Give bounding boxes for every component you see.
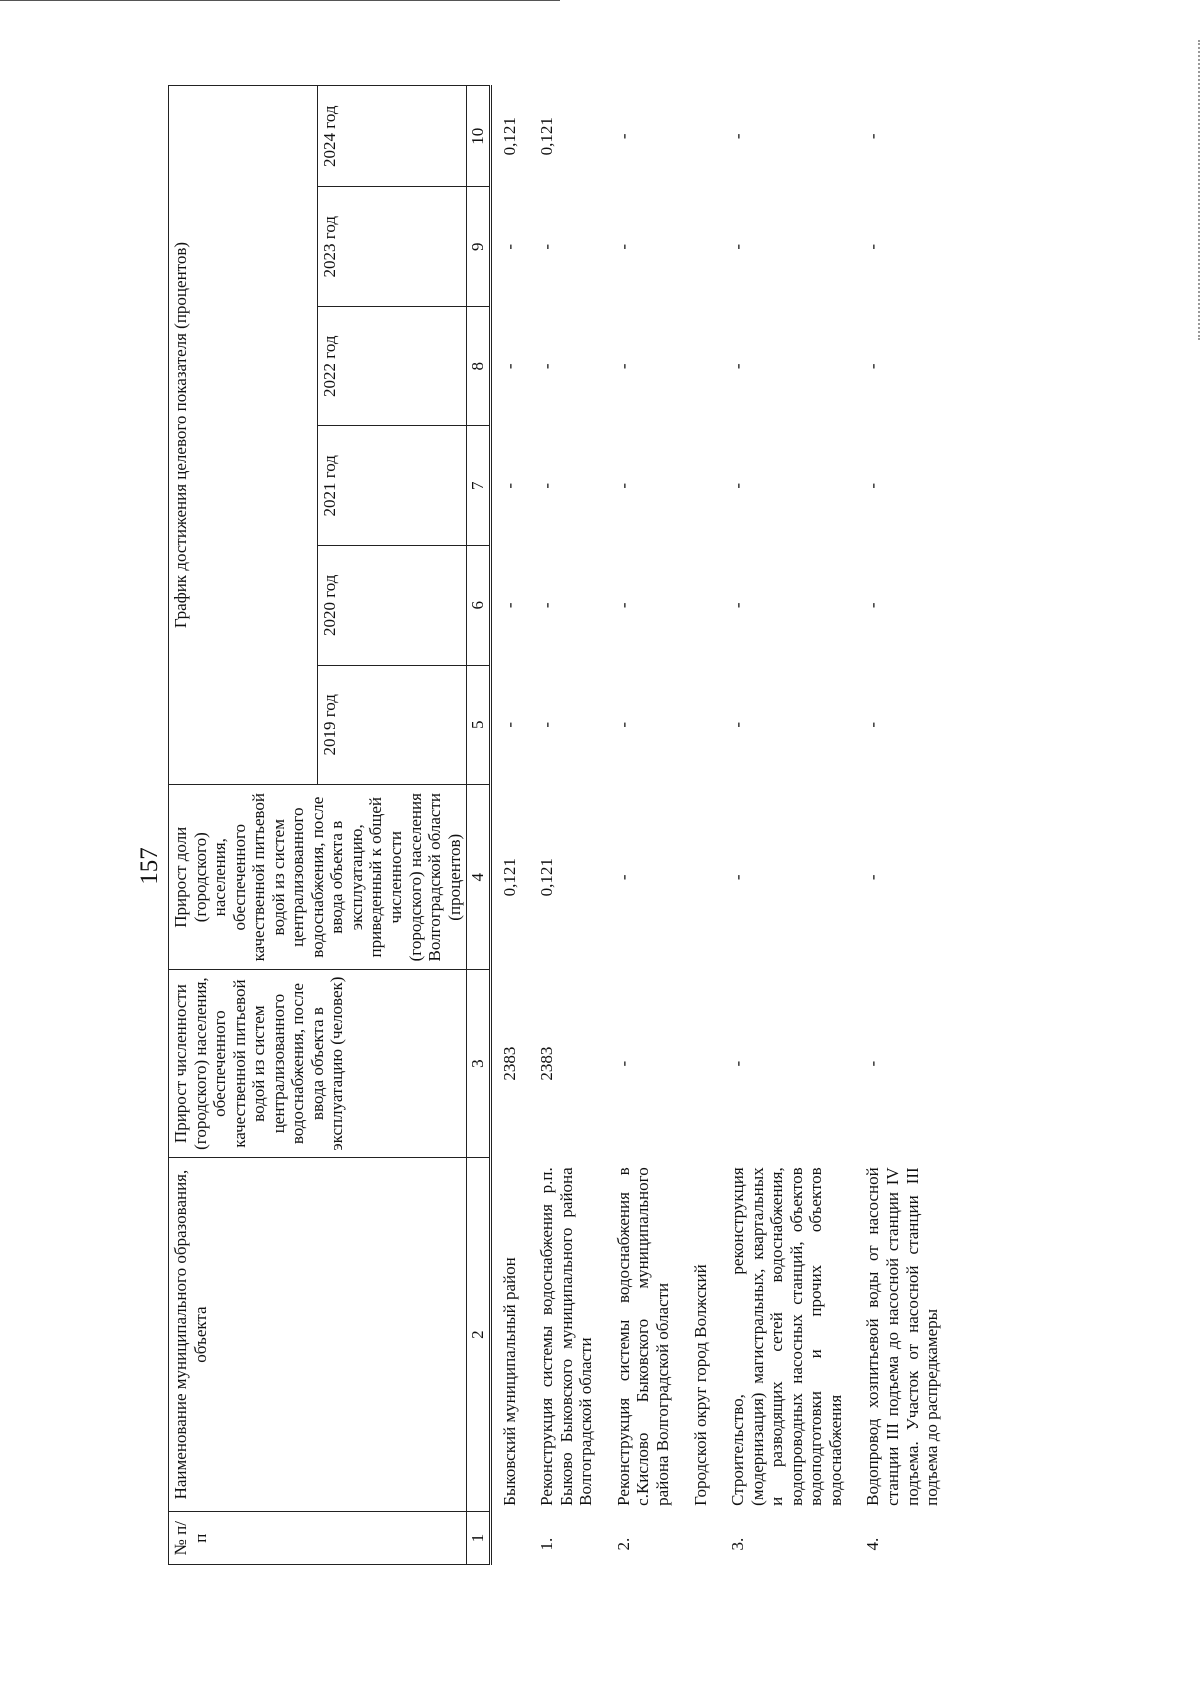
row-share: -: [728, 874, 748, 881]
row-number: [490, 1512, 521, 1565]
row-y2021: -: [613, 482, 633, 489]
row-share: [675, 785, 713, 970]
row-y2024: -: [613, 133, 633, 140]
row-y2020: -: [537, 602, 557, 609]
row-y2021: -: [499, 482, 519, 489]
row-y2023: -: [613, 243, 633, 250]
column-number: 6: [467, 546, 491, 666]
column-number: 3: [467, 970, 491, 1157]
header-population: Прирост численности (городского) населения, обеспеченного качественной питьевой водой из систем централизованного водоснабжения, после ввода объекта в эксплуатацию (человек): [169, 970, 467, 1157]
column-number: 1: [467, 1512, 491, 1565]
row-y2020: -: [863, 602, 883, 609]
row-y2024: 0,121: [537, 117, 557, 156]
table-row: [521, 86, 598, 1565]
header-share: Прирост доли (городского) населения, обеспеченного качественной питьевой водой из систем централизованного водоснабжения, после ввода объекта в эксплуатацию, приведенный к общей численности (городского) населения Волгоградской области (процентов): [169, 785, 467, 970]
row-y2022: -: [537, 363, 557, 370]
row-y2020: -: [728, 602, 748, 609]
row-y2022: -: [728, 363, 748, 370]
row-population: -: [728, 1060, 748, 1067]
row-y2023: -: [728, 243, 748, 250]
row-y2021: -: [728, 482, 748, 489]
header-year: 2020 год: [318, 546, 467, 666]
header-num: № п/п: [169, 1512, 467, 1565]
header-year: 2024 год: [318, 86, 467, 187]
row-y2024: [675, 86, 713, 187]
row-y2020: [675, 546, 713, 666]
row-population: 2383: [499, 1046, 519, 1081]
table-row: [712, 86, 847, 1565]
table-row: [490, 86, 521, 1565]
row-number: 3.: [728, 1537, 748, 1551]
row-y2022: -: [499, 363, 519, 370]
header-year: 2023 год: [318, 187, 467, 307]
row-y2022: -: [863, 363, 883, 370]
row-y2021: -: [537, 482, 557, 489]
row-population: [675, 970, 713, 1157]
target-indicator-table: [168, 85, 944, 1565]
row-number: 2.: [613, 1537, 633, 1551]
row-number: 1.: [537, 1537, 557, 1551]
header-schedule: График достижения целевого показателя (процентов): [169, 86, 318, 785]
row-population: -: [613, 1060, 633, 1067]
row-share: 0,121: [537, 858, 557, 897]
scan-top-line: [0, 0, 560, 1]
column-number-row: [467, 86, 491, 1565]
row-y2019: -: [499, 721, 519, 728]
row-y2023: [675, 187, 713, 307]
header-year: 2019 год: [318, 665, 467, 785]
row-share: -: [613, 874, 633, 881]
row-share: -: [863, 874, 883, 881]
row-y2022: -: [613, 363, 633, 370]
header-year: 2022 год: [318, 306, 467, 426]
row-y2024: -: [863, 133, 883, 140]
row-name: Быковский муниципальный район: [499, 1257, 519, 1506]
table-row: [675, 86, 713, 1565]
column-number: 7: [467, 426, 491, 546]
column-number: 4: [467, 785, 491, 970]
row-y2021: [675, 426, 713, 546]
column-number: 8: [467, 306, 491, 426]
row-y2023: -: [499, 243, 519, 250]
row-name: Строительство, реконструкция (модернизация) магистральных, квартальных и разводящих сетей водоснабжения, водопроводных насосных станций, объектов водоподготовки и прочих объектов водоснабжения: [728, 1167, 845, 1506]
row-y2024: -: [728, 133, 748, 140]
row-population: -: [863, 1060, 883, 1067]
column-number: 5: [467, 665, 491, 785]
column-number: 9: [467, 187, 491, 307]
row-number: 4.: [863, 1537, 883, 1551]
table-row: [598, 86, 675, 1565]
header-year: 2021 год: [318, 426, 467, 546]
row-y2019: -: [863, 721, 883, 728]
row-y2023: -: [537, 243, 557, 250]
row-name: Реконструкция системы водоснабжения р.п. Быково Быковского муниципального района Волгоградской области: [537, 1167, 596, 1506]
row-y2024: 0,121: [499, 117, 519, 156]
row-y2019: -: [537, 721, 557, 728]
table-row: [847, 86, 943, 1565]
row-share: 0,121: [499, 858, 519, 897]
header-name: Наименование муниципального образования, объекта: [169, 1157, 467, 1512]
row-y2022: [675, 306, 713, 426]
row-y2021: -: [863, 482, 883, 489]
row-name: Реконструкция системы водоснабжения в с.Кислово Быковского муниципального района Волгоградской области: [613, 1167, 673, 1506]
row-population: 2383: [537, 1046, 557, 1081]
rotated-table-wrapper: [168, 85, 1200, 1565]
page-number: 157: [136, 847, 163, 885]
row-y2020: -: [613, 602, 633, 609]
row-y2019: -: [728, 721, 748, 728]
row-name: Водопровод хозпитьевой воды от насосной станции III подъема до насосной станции IV подъема. Участок от насосной станции III подъема до распредкамеры: [863, 1167, 942, 1506]
row-y2019: -: [613, 721, 633, 728]
row-number: [675, 1512, 713, 1565]
row-y2020: -: [499, 602, 519, 609]
row-y2019: [675, 665, 713, 785]
column-number: 10: [467, 86, 491, 187]
row-name: Городской округ город Волжский: [690, 1264, 710, 1506]
column-number: 2: [467, 1157, 491, 1512]
row-y2023: -: [863, 243, 883, 250]
